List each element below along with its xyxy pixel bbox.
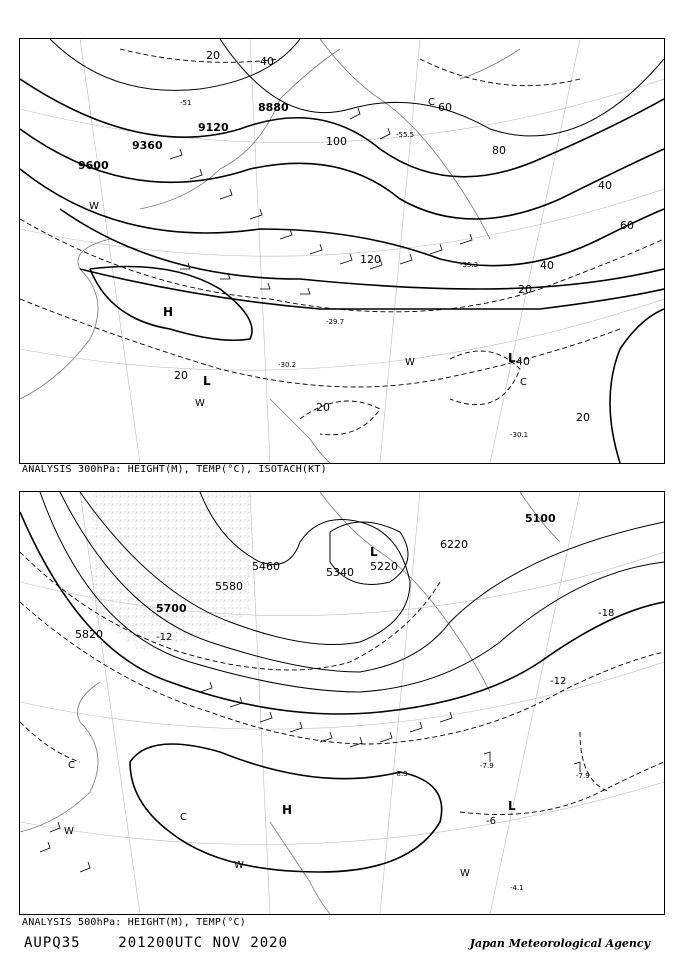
isotach-label: 100 — [326, 135, 347, 148]
map-300hpa-canvas — [20, 39, 664, 463]
temp-label: -55.5 — [396, 131, 415, 139]
isotach-label: 80 — [492, 144, 506, 157]
isotach-label: 40 — [260, 55, 274, 68]
wind-barbs — [170, 108, 472, 294]
warm-mark: W — [89, 201, 99, 212]
isotach-label: 60 — [438, 101, 452, 114]
temp-label: -30.2 — [278, 361, 297, 369]
isotach-label: 20 — [518, 283, 532, 296]
temp-label: -18 — [598, 608, 615, 619]
map-500hpa-canvas — [20, 492, 664, 914]
cold-mark: C — [428, 97, 435, 108]
isotach-label: 20 — [174, 369, 188, 382]
temp-label: -7.9 — [576, 772, 590, 780]
contour-label: 5220 — [370, 560, 398, 573]
high-pressure-mark: H — [163, 305, 174, 319]
temp-label: -51 — [180, 99, 192, 107]
temp-label: -8.3 — [394, 770, 408, 778]
isotach-label: 40 — [598, 179, 612, 192]
temp-label: -35.3 — [460, 261, 479, 269]
cold-mark: C — [180, 812, 187, 823]
high-pressure-mark: H — [282, 803, 293, 817]
map-500hpa — [19, 491, 665, 915]
map-300hpa — [19, 38, 665, 464]
contour-label: 5100 — [525, 512, 556, 525]
contour-label: 5460 — [252, 560, 280, 573]
warm-mark: W — [195, 398, 205, 409]
contour-label: 5580 — [215, 580, 243, 593]
contour-label: 9120 — [198, 121, 229, 134]
cold-mark: C — [520, 377, 527, 388]
temp-label: -6 — [486, 816, 496, 827]
temp-label: -12 — [156, 632, 173, 643]
warm-mark: W — [64, 826, 74, 837]
contour-label: 9360 — [132, 139, 163, 152]
low-pressure-mark: L — [508, 799, 516, 813]
contour-label: 5340 — [326, 566, 354, 579]
isotach-label: 120 — [360, 253, 381, 266]
low-pressure-mark: L — [508, 351, 516, 365]
valid-time: 201200UTC NOV 2020 — [118, 935, 289, 951]
contour-label: 5820 — [75, 628, 103, 641]
graticule — [20, 39, 664, 463]
low-pressure-mark: L — [203, 374, 211, 388]
isotach-label: 40 — [540, 259, 554, 272]
isotach-label: 20 — [316, 401, 330, 414]
warm-mark: W — [405, 357, 415, 368]
temp-label: -4.1 — [510, 884, 524, 892]
contour-label: 8880 — [258, 101, 289, 114]
temp-label: -7.9 — [480, 762, 494, 770]
warm-mark: W — [460, 868, 470, 879]
caption-300hpa: ANALYSIS 300hPa: HEIGHT(M), TEMP(°C), ISOTACH(KT) — [22, 464, 327, 475]
caption-500hpa: ANALYSIS 500hPa: HEIGHT(M), TEMP(°C) — [22, 917, 246, 928]
temp-label: -12 — [550, 676, 567, 687]
contour-label: 6220 — [440, 538, 468, 551]
low-pressure-mark: L — [370, 545, 378, 559]
chart-code — [24, 935, 288, 951]
isotach-label: 40 — [516, 355, 530, 368]
isotach-label: 60 — [620, 219, 634, 232]
isotachs — [50, 39, 664, 136]
temp-label: -29.7 — [326, 318, 345, 326]
warm-mark: W — [234, 860, 244, 871]
hatched-area — [90, 492, 250, 652]
isotach-label: 20 — [576, 411, 590, 424]
contour-label: 5700 — [156, 602, 187, 615]
temp-label: -30.1 — [510, 431, 529, 439]
cold-mark: C — [68, 760, 75, 771]
isotach-label: 20 — [206, 49, 220, 62]
chart-id: AUPQ35 — [24, 935, 81, 951]
agency-name: Japan Meteorological Agency — [469, 937, 650, 950]
contour-label: 9600 — [78, 159, 109, 172]
